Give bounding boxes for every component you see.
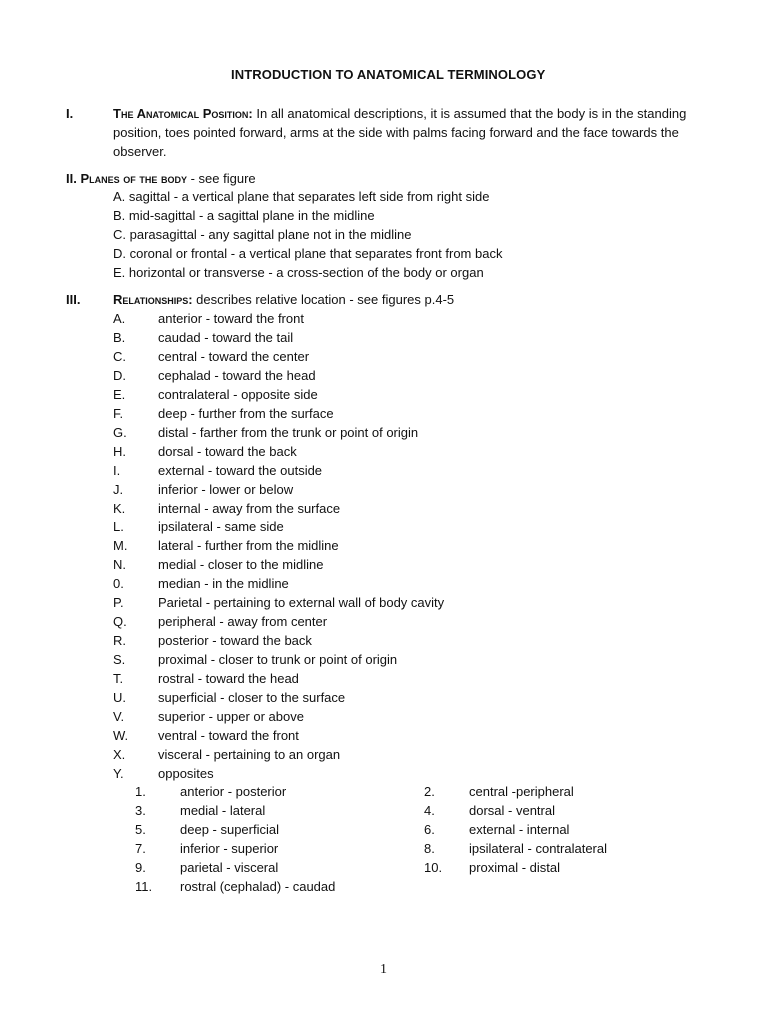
relationship-item: inferior - lower or below xyxy=(158,481,294,497)
relationship-label: H. xyxy=(113,443,126,459)
section-1-number: I. xyxy=(66,106,74,121)
relationship-label: N. xyxy=(113,557,126,573)
relationship-item: rostral - toward the head xyxy=(158,671,299,687)
relationship-item: caudad - toward the tail xyxy=(158,329,294,345)
section-3-heading-line xyxy=(113,290,454,309)
plane-item: E. horizontal or transverse - a cross-section of the body or organ xyxy=(113,265,484,280)
opposite-pair: rostral (cephalad) - caudad xyxy=(180,879,336,894)
relationship-label: I. xyxy=(113,462,121,478)
relationship-label: G. xyxy=(113,424,127,440)
relationship-item: external - toward the outside xyxy=(158,462,323,478)
relationship-label: B. xyxy=(113,329,126,345)
opposite-pair: anterior - posterior xyxy=(180,784,287,799)
opposite-pair: external - internal xyxy=(469,822,570,837)
relationship-item: superficial - closer to the surface xyxy=(158,690,346,705)
relationship-label: V. xyxy=(113,708,125,724)
opposite-number: 1. xyxy=(135,784,146,799)
relationship-label: K. xyxy=(113,500,126,516)
relationship-item: median - in the midline xyxy=(158,576,289,592)
relationship-item: peripheral - away from center xyxy=(158,614,328,630)
relationship-label: U. xyxy=(113,690,126,705)
relationship-item: proximal - closer to trunk or point of origin xyxy=(158,652,398,668)
relationship-label: Q. xyxy=(113,614,127,630)
section-1-text: In all anatomical descriptions, it is assumed that the body is in the standing position, toes pointed forward, arms at the side with palms facing forward and the face towards the observer. xyxy=(113,106,687,159)
relationship-label: P. xyxy=(113,595,124,611)
section-2-heading-line xyxy=(66,169,256,188)
relationship-label: X. xyxy=(113,746,126,762)
relationship-item: cephalad - toward the head xyxy=(158,367,316,383)
opposite-pair: medial - lateral xyxy=(180,803,266,818)
section-1-heading: The Anatomical Position: xyxy=(113,106,253,121)
opposite-number: 9. xyxy=(135,860,146,875)
opposite-pair: ipsilateral - contralateral xyxy=(469,841,608,856)
opposite-pair: parietal - visceral xyxy=(180,860,279,875)
opposite-pair: deep - superficial xyxy=(180,822,279,837)
section-1-paragraph xyxy=(113,104,688,161)
relationship-item: opposites xyxy=(158,765,214,781)
plane-item: A. sagittal - a vertical plane that separates left side from right side xyxy=(113,189,490,204)
page-number: 1 xyxy=(380,962,387,977)
relationship-item: anterior - toward the front xyxy=(158,311,304,326)
relationship-item: superior - upper or above xyxy=(158,708,304,724)
opposite-number: 11. xyxy=(135,879,153,894)
relationship-label: R. xyxy=(113,633,126,649)
opposite-pair: proximal - distal xyxy=(469,860,561,875)
relationship-label: S. xyxy=(113,652,126,668)
section-2-text: - see figure xyxy=(186,171,256,186)
relationship-label: Y. xyxy=(113,765,124,781)
relationship-item: Parietal - pertaining to external wall of body cavity xyxy=(158,595,445,611)
relationship-label: L. xyxy=(113,519,124,535)
relationship-item: dorsal - toward the back xyxy=(158,443,297,459)
opposite-number: 5. xyxy=(135,822,146,837)
relationship-item: distal - farther from the trunk or point of origin xyxy=(158,424,419,440)
relationship-label: E. xyxy=(113,386,126,402)
relationship-label: W. xyxy=(113,727,129,743)
page-title: INTRODUCTION TO ANATOMICAL TERMINOLOGY xyxy=(231,67,546,82)
plane-item: D. coronal or frontal - a vertical plane that separates front from back xyxy=(113,246,503,261)
opposite-number: 6. xyxy=(424,822,435,837)
plane-item: B. mid-sagittal - a sagittal plane in the midline xyxy=(113,208,375,223)
relationship-label: D. xyxy=(113,367,126,383)
opposite-number: 3. xyxy=(135,803,146,818)
section-3-number: III. xyxy=(66,292,81,307)
relationship-item: ipsilateral - same side xyxy=(158,519,284,535)
relationship-item: central - toward the center xyxy=(158,348,310,364)
relationship-item: posterior - toward the back xyxy=(158,633,312,649)
plane-item: C. parasagittal - any sagittal plane not in the midline xyxy=(113,227,412,242)
relationship-item: internal - away from the surface xyxy=(158,500,341,516)
section-3-heading: Relationships: xyxy=(113,292,193,307)
relationship-label: C. xyxy=(113,348,126,364)
opposite-number: 7. xyxy=(135,841,146,856)
opposite-pair: inferior - superior xyxy=(180,841,279,856)
relationship-item: contralateral - opposite side xyxy=(158,386,318,402)
relationship-label: A. xyxy=(113,311,126,326)
relationship-item: deep - further from the surface xyxy=(158,405,334,421)
relationship-label: M. xyxy=(113,538,128,554)
relationship-item: ventral - toward the front xyxy=(158,727,299,743)
section-2-number: II. xyxy=(66,171,77,186)
opposite-pair: dorsal - ventral xyxy=(469,803,555,818)
opposite-number: 8. xyxy=(424,841,435,856)
section-2-heading: Planes of the body xyxy=(80,171,187,186)
relationship-item: visceral - pertaining to an organ xyxy=(158,746,341,762)
opposite-number: 10. xyxy=(424,860,443,875)
relationship-item: lateral - further from the midline xyxy=(158,538,339,554)
relationship-label: F. xyxy=(113,405,124,421)
relationship-label: T. xyxy=(113,671,124,687)
opposite-number: 2. xyxy=(424,784,435,799)
relationship-item: medial - closer to the midline xyxy=(158,557,324,573)
opposite-pair: central -peripheral xyxy=(469,784,574,799)
opposite-number: 4. xyxy=(424,803,435,818)
relationship-label: J. xyxy=(113,481,124,497)
relationship-label: 0. xyxy=(113,576,124,592)
section-3-text: describes relative location - see figures p.4-5 xyxy=(192,292,455,307)
